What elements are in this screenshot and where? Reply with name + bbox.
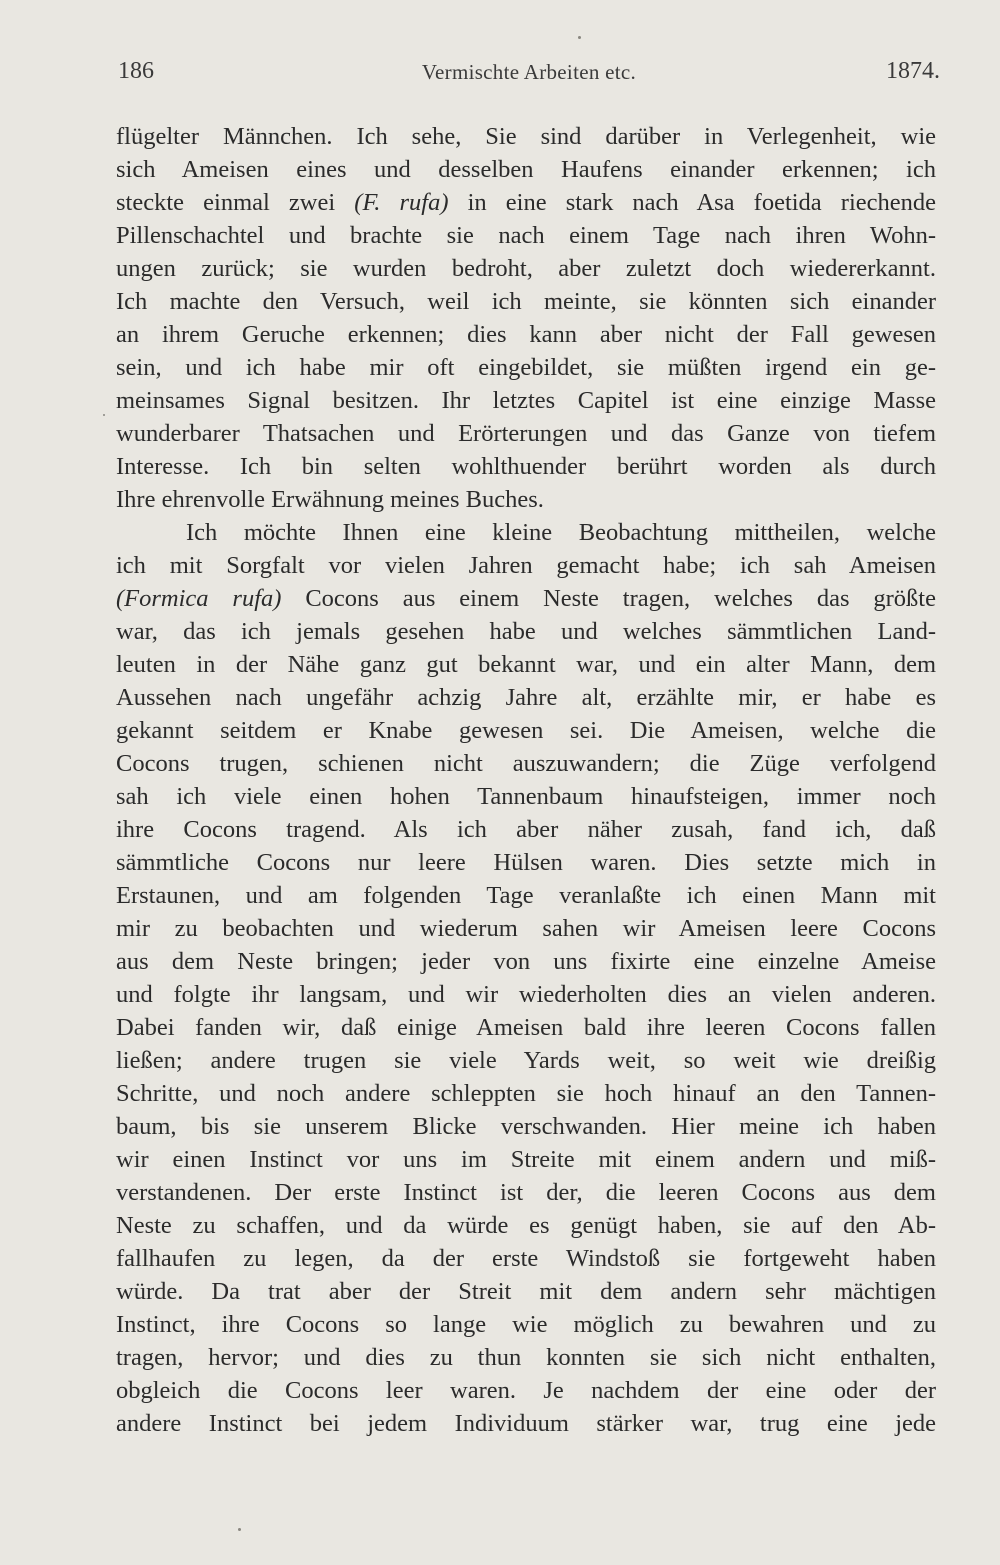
text-line [116, 516, 936, 549]
line-text: fallhaufen zu legen, da der erste Windstoß sie fortgeweht haben [116, 1245, 936, 1272]
line-text: an ihrem Geruche erkennen; dies kann aber nicht der Fall gewesen [116, 321, 936, 348]
line-text: gekannt seitdem er Knabe gewesen sei. Die Ameisen, welche die [116, 717, 936, 744]
line-text: Pillenschachtel und brachte sie nach einem Tage nach ihren Wohn- [116, 222, 936, 249]
text-line [116, 1077, 936, 1110]
line-text: aus dem Neste bringen; jeder von uns fixirte eine einzelne Ameise [116, 948, 936, 975]
text-line [116, 153, 936, 186]
text-line [116, 1308, 936, 1341]
text-line [116, 1044, 936, 1077]
text-line [116, 846, 936, 879]
text-line [116, 384, 936, 417]
running-title: Vermischte Arbeiten etc. [421, 60, 637, 84]
line-text: ließen; andere trugen sie viele Yards weit, so weit wie dreißig [116, 1047, 936, 1074]
text-line [116, 549, 936, 582]
line-text: flügelter Männchen. Ich sehe, Sie sind darüber in Verlegenheit, wie [116, 123, 936, 150]
line-text: ungen zurück; sie wurden bedroht, aber zuletzt doch wiedererkannt. [116, 255, 936, 282]
body-text [116, 120, 936, 1440]
text-line [116, 120, 936, 153]
paper-speck [238, 1528, 241, 1531]
text-line [116, 417, 936, 450]
text-line [116, 252, 936, 285]
text-line [116, 747, 936, 780]
text-line [116, 615, 936, 648]
text-line [116, 681, 936, 714]
line-text: war, das ich jemals gesehen habe und welches sämmtlichen Land- [116, 618, 936, 645]
text-line [116, 1011, 936, 1044]
line-text: Erstaunen, und am folgenden Tage veranlaßte ich einen Mann mit [116, 882, 936, 909]
text-line [116, 219, 936, 252]
line-text: mir zu beobachten und wiederum sahen wir Ameisen leere Cocons [116, 915, 936, 942]
text-line [116, 1176, 936, 1209]
line-text: Aussehen nach ungefähr achzig Jahre alt, erzählte mir, er habe es [116, 684, 936, 711]
page-header [118, 58, 940, 98]
text-line [116, 714, 936, 747]
line-text: Interesse. Ich bin selten wohlthuender berührt worden als durch [116, 453, 936, 480]
header-year: 1874. [886, 58, 940, 84]
line-text: wir einen Instinct vor uns im Streite mit einem andern und miß- [116, 1146, 936, 1173]
text-line [116, 780, 936, 813]
text-line [116, 1143, 936, 1176]
line-text-after: Cocons aus einem Neste tragen, welches das größte [281, 585, 936, 612]
text-line [116, 945, 936, 978]
line-text: Dabei fanden wir, daß einige Ameisen bald ihre leeren Cocons fallen [116, 1014, 936, 1041]
text-line [116, 582, 936, 615]
text-line [116, 318, 936, 351]
page-number: 186 [118, 58, 154, 84]
line-text: Neste zu schaffen, und da würde es genügt haben, sie auf den Ab- [116, 1212, 936, 1239]
line-text: ihre Cocons tragend. Als ich aber näher zusah, fand ich, daß [116, 816, 936, 843]
text-line [116, 351, 936, 384]
line-text: Schritte, und noch andere schleppten sie hoch hinauf an den Tannen- [116, 1080, 936, 1107]
text-line [116, 1110, 936, 1143]
line-text: wunderbarer Thatsachen und Erörterungen und das Ganze von tiefem [116, 420, 936, 447]
line-text: leuten in der Nähe ganz gut bekannt war, und ein alter Mann, dem [116, 651, 936, 678]
paper-speck [578, 36, 581, 39]
line-text: und folgte ihr langsam, und wir wiederholten dies an vielen anderen. [116, 981, 936, 1008]
text-line [116, 978, 936, 1011]
italic-species-name: (Formica rufa) [116, 585, 282, 612]
line-text: baum, bis sie unserem Blicke verschwanden. Hier meine ich haben [116, 1113, 936, 1140]
italic-species-name: (F. rufa) [354, 189, 449, 216]
line-text: obgleich die Cocons leer waren. Je nachdem der eine oder der [116, 1377, 936, 1404]
text-line [116, 285, 936, 318]
line-text: verstandenen. Der erste Instinct ist der, die leeren Cocons aus dem [116, 1179, 936, 1206]
line-text: Ich möchte Ihnen eine kleine Beobachtung mittheilen, welche [186, 519, 936, 546]
line-text: ich mit Sorgfalt vor vielen Jahren gemacht habe; ich sah Ameisen [116, 552, 936, 579]
line-text: sich Ameisen eines und desselben Haufens einander erkennen; ich [116, 156, 936, 183]
line-text: würde. Da trat aber der Streit mit dem andern sehr mächtigen [116, 1278, 936, 1305]
text-line [116, 1407, 936, 1440]
line-text: meinsames Signal besitzen. Ihr letztes Capitel ist eine einzige Masse [116, 387, 936, 414]
line-text: andere Instinct bei jedem Individuum stärker war, trug eine jede [116, 1410, 936, 1437]
text-line [116, 648, 936, 681]
text-line [116, 1341, 936, 1374]
line-text: Cocons trugen, schienen nicht auszuwandern; die Züge verfolgend [116, 750, 936, 777]
line-text: sämmtliche Cocons nur leere Hülsen waren. Dies setzte mich in [116, 849, 936, 876]
line-text: Instinct, ihre Cocons so lange wie möglich zu bewahren und zu [116, 1311, 936, 1338]
text-line [116, 1242, 936, 1275]
line-text-before: steckte einmal zwei [116, 189, 355, 216]
text-line [116, 186, 936, 219]
text-line [116, 483, 936, 516]
line-text: sah ich viele einen hohen Tannenbaum hinaufsteigen, immer noch [116, 783, 936, 810]
text-line [116, 1374, 936, 1407]
text-line [116, 450, 936, 483]
line-text-after: in eine stark nach Asa foetida riechende [448, 189, 937, 216]
line-text: sein, und ich habe mir oft eingebildet, sie müßten irgend ein ge- [116, 354, 936, 381]
text-line [116, 879, 936, 912]
line-text: Ihre ehrenvolle Erwähnung meines Buches. [116, 486, 544, 513]
line-text: tragen, hervor; und dies zu thun konnten sie sich nicht enthalten, [116, 1344, 936, 1371]
paper-speck [103, 414, 105, 416]
text-line [116, 813, 936, 846]
text-line [116, 912, 936, 945]
text-line [116, 1209, 936, 1242]
line-text: Ich machte den Versuch, weil ich meinte, sie könnten sich einander [116, 288, 936, 315]
text-line [116, 1275, 936, 1308]
